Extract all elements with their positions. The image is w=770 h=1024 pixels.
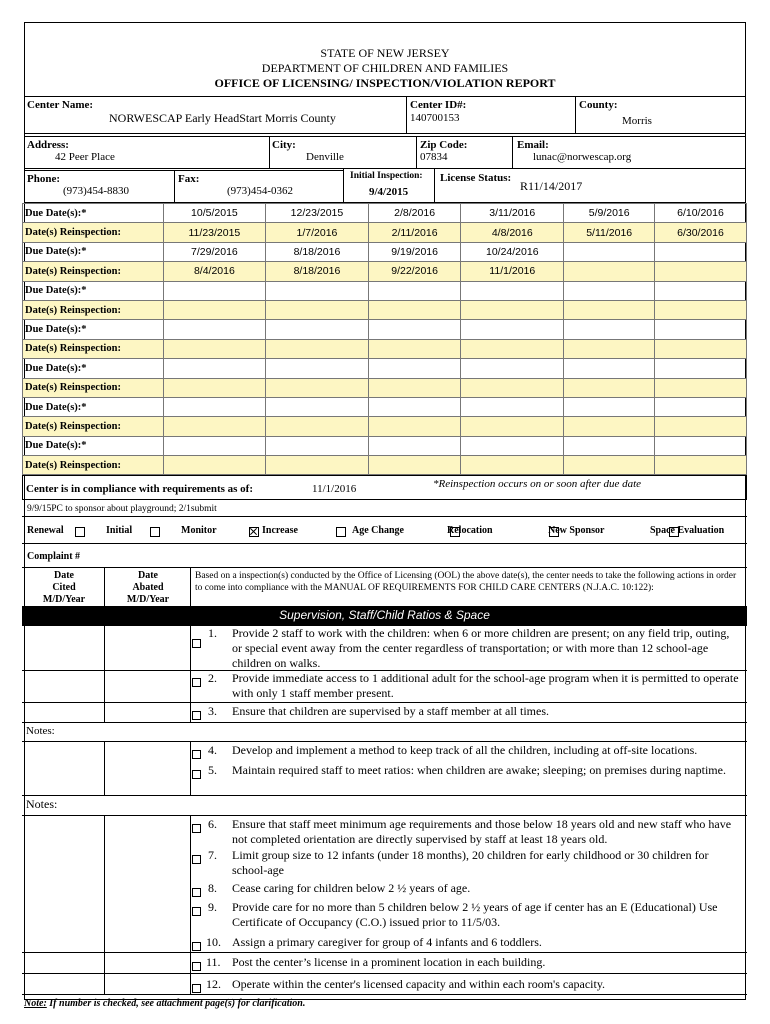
date-cited-header: Date Cited M/D/Year — [42, 570, 86, 605]
reinspection-row — [23, 262, 747, 281]
license-status-value: R11/14/2017 — [520, 179, 583, 193]
email-label: Email: — [517, 139, 549, 151]
center-id-box — [406, 96, 576, 134]
requirement-number: 9. — [208, 900, 217, 914]
requirement-item — [190, 671, 739, 700]
initial-inspection-label: Initial Inspection: — [350, 171, 423, 181]
date-cell: 9/22/2016 — [369, 262, 461, 281]
requirement-text: Post the center’s license in a prominent location in each building. — [232, 955, 546, 969]
inspection-type-label: Initial — [106, 525, 133, 536]
reinspection-note: *Reinspection occurs on or soon after due date — [433, 478, 642, 490]
requirement-item — [190, 977, 606, 992]
requirement-text: Limit group size to 12 infants (under 18 months), 20 children for early childhood or 30 children for school-age — [232, 848, 709, 877]
date-cell — [164, 359, 266, 378]
date-cell — [369, 456, 461, 475]
requirement-number: 10. — [206, 935, 221, 949]
inspection-type-checkbox[interactable] — [150, 527, 160, 537]
date-cell — [654, 456, 746, 475]
date-cell — [369, 417, 461, 436]
requirement-item — [190, 763, 726, 778]
inspection-type-label: Relocation — [447, 525, 493, 536]
inspection-type-label: Renewal — [27, 525, 64, 536]
email-value: lunac@norwescap.org — [533, 151, 632, 163]
center-id-value: 140700153 — [410, 112, 460, 124]
requirement-checkbox[interactable] — [192, 855, 201, 864]
requirement-checkbox[interactable] — [192, 639, 201, 648]
notes-label-1: Notes: — [26, 725, 55, 737]
requirement-text: Provide care for no more than 5 children below 2 ½ years of age if center has an E (Educational) Use Certificate of Occupancy (C.O.) issued prior to 11/5/03. — [232, 900, 718, 929]
date-cell — [564, 320, 655, 339]
due-date-row — [23, 320, 747, 339]
date-cell — [369, 359, 461, 378]
footer-note: Note: If number is checked, see attachment page(s) for clarification. — [24, 998, 306, 1009]
date-cell — [164, 339, 266, 358]
date-cell — [265, 359, 368, 378]
inspection-type-checkbox[interactable] — [75, 527, 85, 537]
requirement-item — [190, 743, 698, 758]
inspection-type-label: Space Evaluation — [650, 525, 725, 536]
row-label: Due Date(s):* — [23, 436, 164, 455]
zip-value: 07834 — [420, 151, 448, 163]
date-cell — [461, 300, 564, 319]
date-cell — [265, 456, 368, 475]
requirement-number: 12. — [206, 977, 221, 991]
date-cell — [461, 417, 564, 436]
requirement-number: 8. — [208, 881, 217, 895]
requirement-number: 7. — [208, 848, 217, 862]
requirement-item — [190, 817, 732, 846]
license-status-box — [434, 168, 746, 203]
date-cell — [265, 320, 368, 339]
city-label: City: — [272, 139, 296, 151]
row-label: Date(s) Reinspection: — [23, 456, 164, 475]
initial-inspection-box — [343, 168, 435, 203]
requirement-checkbox[interactable] — [192, 750, 201, 759]
phone-value: (973)454-8830 — [63, 185, 129, 197]
date-cell — [564, 242, 655, 261]
date-cell — [654, 300, 746, 319]
date-cell: 7/29/2016 — [164, 242, 266, 261]
zip-label: Zip Code: — [420, 139, 468, 151]
row-label: Due Date(s):* — [23, 242, 164, 261]
requirement-text: Assign a primary caregiver for group of 4 infants and 6 toddlers. — [232, 935, 542, 949]
requirement-item — [190, 881, 471, 896]
requirement-checkbox[interactable] — [192, 824, 201, 833]
date-cell — [164, 436, 266, 455]
date-cell — [265, 436, 368, 455]
date-cell: 10/5/2015 — [164, 204, 266, 223]
date-cell — [461, 339, 564, 358]
city-box — [269, 136, 417, 169]
department-title: DEPARTMENT OF CHILDREN AND FAMILIES — [261, 61, 509, 75]
requirement-checkbox[interactable] — [192, 678, 201, 687]
date-cell — [265, 281, 368, 300]
address-value: 42 Peer Place — [55, 151, 115, 163]
date-cell — [564, 262, 655, 281]
requirement-checkbox[interactable] — [192, 770, 201, 779]
date-cell: 5/9/2016 — [564, 204, 655, 223]
due-date-row — [23, 359, 747, 378]
center-name-value: NORWESCAP Early HeadStart Morris County — [109, 111, 336, 125]
requirement-text: Provide 2 staff to work with the children: when 6 or more children are present; on any field trip, outing, or special event away from the center regardless of transportation; or with more than 12 school-age children on walks. — [232, 626, 730, 670]
requirement-item — [190, 848, 709, 877]
date-cell — [654, 378, 746, 397]
phone-box — [24, 170, 175, 203]
requirement-number: 6. — [208, 817, 217, 831]
county-label: County: — [579, 99, 618, 111]
requirement-checkbox[interactable] — [192, 942, 201, 951]
date-cell — [564, 339, 655, 358]
requirement-item — [190, 955, 546, 970]
date-cell — [461, 320, 564, 339]
date-cell — [461, 359, 564, 378]
date-cell: 11/23/2015 — [164, 223, 266, 242]
reinspection-row — [23, 300, 747, 319]
date-cell — [564, 300, 655, 319]
date-cell: 8/18/2016 — [265, 262, 368, 281]
requirement-checkbox[interactable] — [192, 907, 201, 916]
date-cell — [164, 456, 266, 475]
requirement-number: 5. — [208, 763, 217, 777]
center-id-label: Center ID#: — [410, 99, 467, 111]
date-cell: 10/24/2016 — [461, 242, 564, 261]
requirement-number: 11. — [206, 955, 221, 969]
row-label: Due Date(s):* — [23, 204, 164, 223]
date-cell — [654, 339, 746, 358]
date-cell — [654, 262, 746, 281]
date-cell — [564, 417, 655, 436]
report-title: OFFICE OF LICENSING/ INSPECTION/VIOLATION REPORT — [214, 76, 556, 90]
date-cell — [164, 417, 266, 436]
date-cell — [654, 320, 746, 339]
requirement-item — [190, 900, 718, 929]
reinspection-row — [23, 223, 747, 242]
state-title: STATE OF NEW JERSEY — [320, 46, 450, 60]
date-cell — [369, 320, 461, 339]
county-box — [575, 96, 746, 134]
date-cell — [461, 281, 564, 300]
date-cell: 3/11/2016 — [461, 204, 564, 223]
inspection-type-checkbox[interactable] — [249, 527, 259, 537]
requirement-number: 1. — [208, 626, 217, 640]
inspection-type-label: New Sponsor — [548, 525, 605, 536]
requirement-text: Ensure that children are supervised by a staff member at all times. — [232, 704, 550, 718]
date-cell: 6/30/2016 — [654, 223, 746, 242]
date-cell: 4/8/2016 — [461, 223, 564, 242]
date-cell — [265, 417, 368, 436]
requirement-number: 2. — [208, 671, 217, 685]
row-label: Date(s) Reinspection: — [23, 339, 164, 358]
fax-box — [174, 170, 344, 203]
date-cell — [654, 436, 746, 455]
compliance-label: Center is in compliance with requirements as of: — [26, 483, 254, 495]
date-cell — [164, 300, 266, 319]
row-label: Due Date(s):* — [23, 281, 164, 300]
due-date-row — [23, 242, 747, 261]
due-date-row — [23, 436, 747, 455]
date-cell — [564, 281, 655, 300]
due-date-row — [23, 204, 747, 223]
row-label: Due Date(s):* — [23, 320, 164, 339]
requirement-item — [190, 704, 550, 719]
license-status-label: License Status: — [440, 172, 512, 184]
date-cell — [164, 397, 266, 416]
date-cell — [564, 456, 655, 475]
date-cell — [564, 436, 655, 455]
inspection-type-checkbox[interactable] — [336, 527, 346, 537]
date-cell — [164, 281, 266, 300]
center-name-box — [24, 96, 407, 134]
date-cell — [461, 378, 564, 397]
inspection-type-label: Age Change — [352, 525, 404, 536]
compliance-date: 11/1/2016 — [312, 483, 357, 495]
date-cell — [654, 397, 746, 416]
county-value: Morris — [622, 115, 652, 127]
row-label: Date(s) Reinspection: — [23, 300, 164, 319]
notes-label-2: Notes: — [26, 797, 58, 811]
date-cell — [265, 339, 368, 358]
requirement-text: Provide immediate access to 1 additional adult for the school-age program when it is permitted to operate with only 1 staff member present. — [232, 671, 739, 700]
date-cell — [564, 359, 655, 378]
row-label: Date(s) Reinspection: — [23, 262, 164, 281]
date-cell — [369, 300, 461, 319]
complaint-label: Complaint # — [27, 551, 81, 562]
date-cell — [654, 281, 746, 300]
date-cell — [564, 397, 655, 416]
row-label: Due Date(s):* — [23, 359, 164, 378]
initial-inspection-value: 9/4/2015 — [369, 186, 409, 198]
row-label: Date(s) Reinspection: — [23, 378, 164, 397]
date-cell — [564, 378, 655, 397]
date-cell: 5/11/2016 — [564, 223, 655, 242]
compliance-row — [22, 475, 747, 500]
zip-box — [416, 136, 513, 169]
requirement-text: Develop and implement a method to keep track of all the children, including at off-site locations. — [232, 743, 698, 757]
requirement-text: Operate within the center's licensed capacity and within each room's capacity. — [232, 977, 606, 991]
requirement-item — [190, 626, 730, 670]
center-name-label: Center Name: — [27, 99, 94, 111]
requirement-number: 3. — [208, 704, 217, 718]
email-box — [512, 136, 746, 169]
phone-label: Phone: — [27, 173, 60, 185]
date-cell: 9/19/2016 — [369, 242, 461, 261]
date-cell — [164, 320, 266, 339]
date-cell: 6/10/2016 — [654, 204, 746, 223]
dates-table — [22, 203, 747, 475]
comment-text: 9/9/15PC to sponsor about playground; 2/1submit — [27, 504, 217, 514]
date-cell — [461, 456, 564, 475]
date-cell: 8/4/2016 — [164, 262, 266, 281]
due-date-row — [23, 397, 747, 416]
row-label: Date(s) Reinspection: — [23, 417, 164, 436]
reinspection-row — [23, 339, 747, 358]
requirement-checkbox[interactable] — [192, 711, 201, 720]
date-cell: 1/7/2016 — [265, 223, 368, 242]
address-box — [24, 136, 270, 169]
reinspection-row — [23, 378, 747, 397]
reinspection-row — [23, 456, 747, 475]
date-cell — [265, 397, 368, 416]
requirement-checkbox[interactable] — [192, 888, 201, 897]
inspection-type-label: Increase — [262, 525, 298, 536]
date-cell: 2/11/2016 — [369, 223, 461, 242]
requirement-checkbox[interactable] — [192, 962, 201, 971]
date-cell — [369, 397, 461, 416]
date-cell — [461, 397, 564, 416]
requirement-number: 4. — [208, 743, 217, 757]
date-cell — [369, 436, 461, 455]
requirement-item — [190, 935, 542, 950]
requirement-text: Cease caring for children below 2 ½ years of age. — [232, 881, 471, 895]
date-cell — [369, 378, 461, 397]
date-cell — [369, 281, 461, 300]
date-cell — [164, 378, 266, 397]
address-label: Address: — [27, 139, 69, 151]
date-cell — [654, 417, 746, 436]
date-cell — [265, 300, 368, 319]
date-cell — [369, 339, 461, 358]
date-cell: 12/23/2015 — [265, 204, 368, 223]
fax-value: (973)454-0362 — [227, 185, 293, 197]
date-cell: 8/18/2016 — [265, 242, 368, 261]
date-cell: 11/1/2016 — [461, 262, 564, 281]
date-cell — [654, 359, 746, 378]
row-label: Date(s) Reinspection: — [23, 223, 164, 242]
date-cell — [461, 436, 564, 455]
reinspection-row — [23, 417, 747, 436]
inspection-type-label: Monitor — [181, 525, 217, 536]
row-label: Due Date(s):* — [23, 397, 164, 416]
intro-text: Based on a inspection(s) conducted by the Office of Licensing (OOL) the above date(s), the center needs to take the following actions in order to come into compliance with the MANUAL OF REQUIREMENTS FOR CHILD CARE CENTERS (N.J.A.C. 10:122): — [195, 571, 737, 593]
date-abated-header: Date Abated M/D/Year — [126, 570, 170, 605]
requirement-checkbox[interactable] — [192, 984, 201, 993]
city-value: Denville — [306, 151, 344, 163]
requirement-text: Maintain required staff to meet ratios: when children are awake; sleeping; on premises during naptime. — [232, 763, 726, 777]
date-cell: 2/8/2016 — [369, 204, 461, 223]
requirement-text: Ensure that staff meet minimum age requirements and those below 18 years old and new staff who have not completed orientation are directly supervised by staff at least 18 years old. — [232, 817, 732, 846]
fax-label: Fax: — [178, 173, 200, 185]
section-title: Supervision, Staff/Child Ratios & Space — [22, 606, 747, 625]
date-cell — [654, 242, 746, 261]
due-date-row — [23, 281, 747, 300]
date-cell — [265, 378, 368, 397]
